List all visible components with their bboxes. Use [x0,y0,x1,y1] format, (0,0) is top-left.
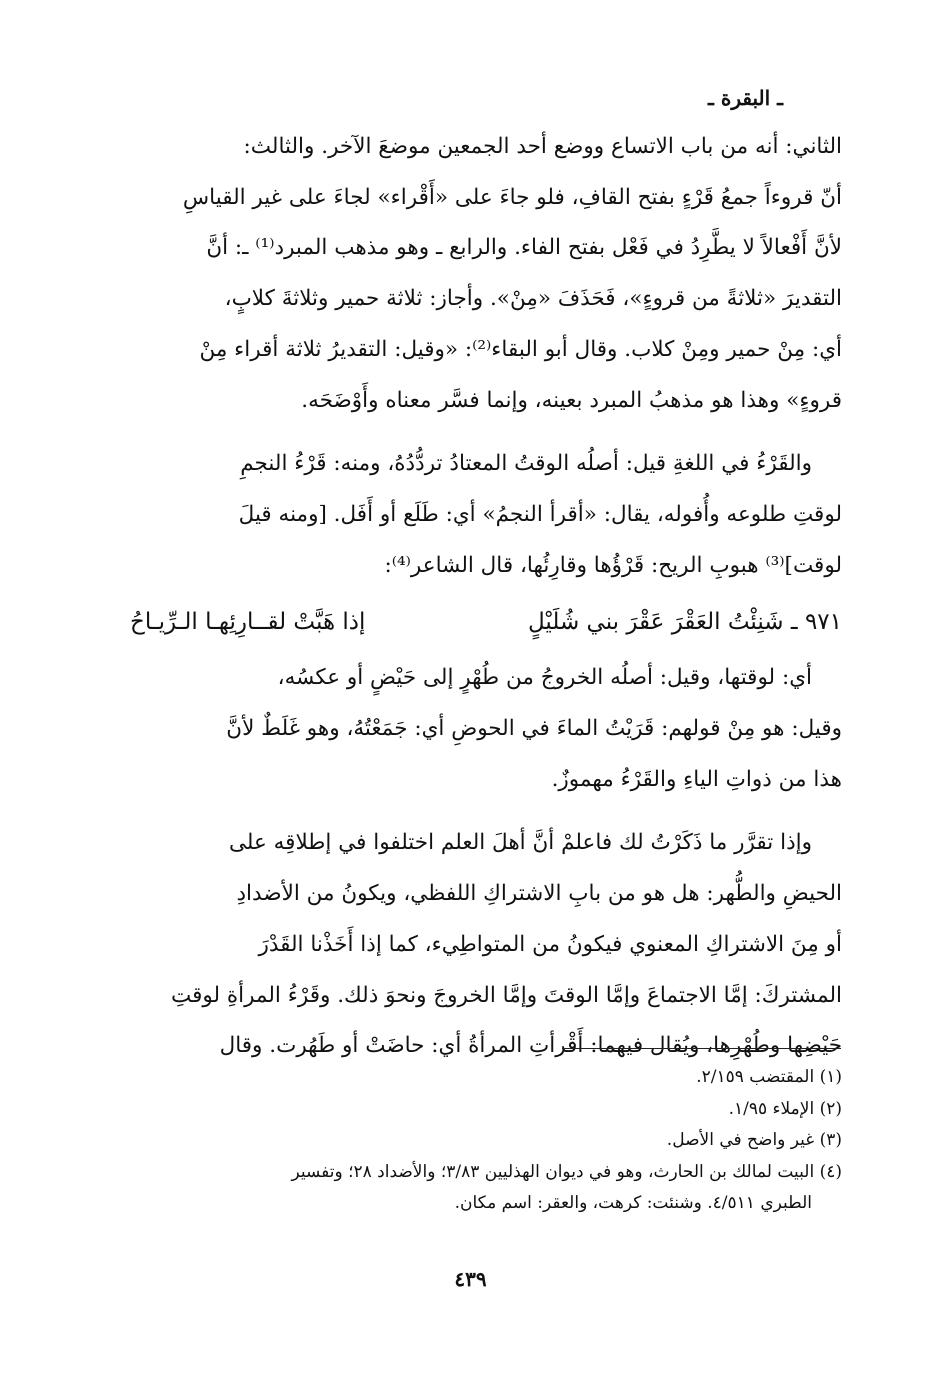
text-line: لأنَّ أَفْعالاً لا يطَّرِدُ في فَعْل بفتح الفاء. والرابع ـ وهو مذهب المبرد⁽¹⁾ ـ: أنَّ [206,235,842,261]
text-line: أنّ قروءاً جمعُ قَرْءٍ بفتح القافِ، فلو جاءَ على «أَقْراء» لجاءَ على غير القياسِ [182,184,842,210]
verse-first-hemistich: ٩٧١ ـ شَنِئْتُ العَقْرَ عَقْرَ بني شُلَيْلٍ [527,609,842,636]
text-line: أي: مِنْ حمير ومِنْ كلاب. وقال أبو البقاء⁽²⁾: «وقيل: التقديرُ ثلاثة أقراء مِنْ [199,336,842,362]
poetry-verse [130,591,842,653]
text-line: قروءٍ» وهذا هو مذهبُ المبرد بعينه، وإنما فسَّر معناه وأَوْضَحَه. [301,387,842,413]
footnote-4: (٤) البيت لمالك بن الحارث، وهو في ديوان الهذليين ٣/٨٣؛ والأضداد ٢٨؛ وتفسير [291,1161,842,1182]
text-line: والقَرْءُ في اللغةِ قيل: أصلُه الوقتُ المعتادُ تردُّدُهُ، ومنه: قَرْءُ النجمِ [240,451,812,477]
text-line: وإذا تقرَّر ما ذَكَرْتُ لك فاعلمْ أنَّ أهلَ العلم اختلفوا في إطلاقِه على [228,830,812,856]
footnote-2: (٢) الإملاء ١/٩٥. [728,1098,842,1119]
paragraph-3 [130,653,842,805]
text-line: التقديرَ «ثلاثةً من قروءٍ»، فَحَذَفَ «مِنْ». وأجاز: ثلاثة حمير وثلاثةَ كلابٍ، [224,286,842,312]
text-line: حَيْضِها وطُهْرِها، ويُقال فيهما: أَقْرأتِ المرأةُ أي: حاضَتْ أو طَهُرت. وقال [219,1033,842,1059]
text-line: لوقتِ طلوعه وأُفوله، يقال: «أقرأ النجمُ» أي: طَلَع أو أَفَل. [ومنه قيلَ [238,501,842,527]
text-line: هذا من ذواتِ الياءِ والقَرْءُ مهموزٌ. [551,766,842,792]
text-line: أو مِنَ الاشتراكِ المعنوي فيكونُ من المتواطِيء، كما إذا أَخَذْنا القَدْرَ [258,931,842,957]
main-text [130,122,842,1072]
footnote-4-continuation: الطبري ٤/٥١١. وشنئت: كرهت، والعقر: اسم مكان. [454,1193,812,1213]
footnotes [132,1062,842,1220]
paragraph-2 [130,439,842,591]
verse-second-hemistich: إذا هَبَّتْ لقــارِئِهـا الـرِّيـاحُ [130,609,366,636]
paragraph-1 [130,122,842,426]
text-line: أي: لوقتها، وقيل: أصلُه الخروجُ من طُهْرٍ إلى حَيْضٍ أو عكسُه، [277,665,812,691]
running-header: ـ البقرة ـ [708,86,783,110]
page-number: ٤٣٩ [454,1267,487,1291]
text-line: الثاني: أنه من باب الاتساع ووضع أحد الجمعين موضعَ الآخر. والثالث: [243,134,842,159]
text-line: لوقت]⁽³⁾ هبوبِ الريح: قَرْؤُها وقارِئُها، قال الشاعر⁽⁴⁾: [384,552,842,578]
footnote-3: (٣) غير واضح في الأصل. [666,1130,842,1150]
text-line: وقيل: هو مِنْ قولهم: قَرَيْتُ الماءَ في الحوضِ أي: جَمَعْتُهُ، وهو غَلَطٌ لأنَّ [226,716,842,742]
text-line: المشتركَ: إمَّا الاجتماعَ وإمَّا الوقتَ وإمَّا الخروجَ ونحوَ ذلك. وقَرْءُ المرأةِ لوقتِ [170,982,842,1008]
footnote-1: (١) المقتضب ٢/١٥٩. [696,1067,842,1087]
paragraph-4 [130,818,842,1072]
text-line: الحيضِ والطُّهر: هل هو من بابِ الاشتراكِ اللفظي، ويكونُ من الأضدادِ [236,881,842,907]
footnote-divider [562,1048,841,1049]
